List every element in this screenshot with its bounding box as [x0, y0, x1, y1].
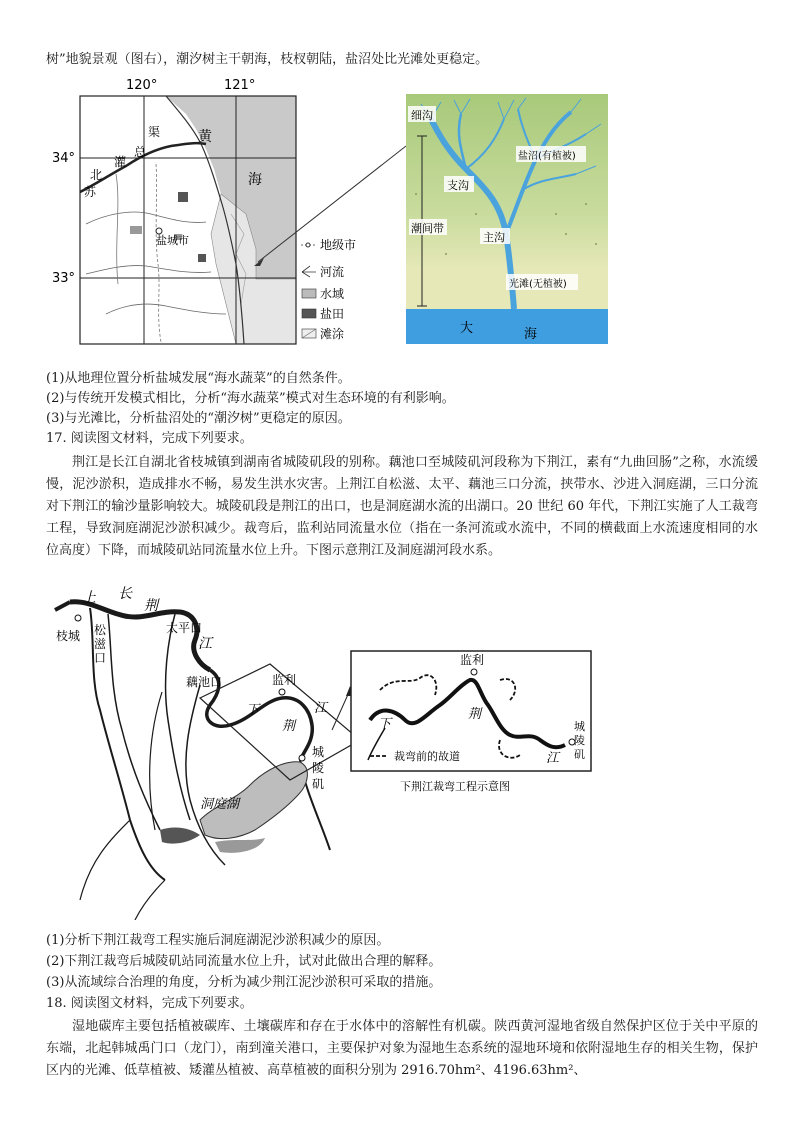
cutoff-inset — [350, 650, 600, 798]
inset-xia: 下 — [378, 717, 392, 732]
label-xia: 下 — [246, 703, 260, 718]
label-zong: 总 — [134, 145, 147, 159]
tidal-tree-svg — [406, 94, 608, 344]
salt-field — [178, 192, 188, 202]
legend-salt: 盐田 — [320, 307, 345, 321]
lon-121: 121° — [224, 78, 256, 93]
top-text-line: 树”地貌景观（图右），潮汐树主干朝海，枝杈朝陆，盐沼处比光滩处更稳定。 — [46, 52, 489, 67]
legend-city: 地级市 — [320, 238, 357, 252]
legend-flat: 滩涂 — [320, 327, 345, 341]
label-song: 松 — [94, 623, 107, 637]
inset-jianli: 监利 — [460, 653, 485, 667]
label-taiping: 太平口 — [166, 621, 203, 635]
yancheng-map-svg — [46, 74, 406, 346]
label-jiang: 江 — [198, 636, 212, 652]
label-zhugou: 主沟 — [483, 231, 505, 244]
q17-item-2: (2)下荆江裁弯后城陵矶站同流量水位上升，试对此做出合理的解释。 — [46, 954, 442, 969]
lat-33: 33° — [52, 271, 76, 286]
q17-item-1: (1)分析下荆江裁弯工程实施后洞庭湖泥沙淤积减少的原因。 — [46, 933, 390, 948]
label-jianli: 监利 — [272, 673, 297, 687]
label-cheng: 城 — [312, 745, 325, 759]
q18-heading: 18. 阅读图文材料，完成下列要求。 — [46, 996, 253, 1011]
legend-river: 河流 — [320, 265, 345, 279]
lat-34: 34° — [52, 151, 76, 166]
label-jing2: 荆 — [282, 719, 296, 734]
label-huang: 黄 — [198, 129, 212, 145]
inset-ji: 矶 — [574, 748, 585, 761]
zhicheng-dot — [75, 615, 81, 621]
label-jiang2: 江 — [314, 701, 328, 716]
label-chang: 长 — [118, 586, 132, 602]
inset-ling: 陵 — [574, 734, 585, 747]
jingjiang-lower — [207, 670, 313, 760]
inset-caption: 下荆江裁弯工程示意图 — [400, 780, 510, 793]
cutoff-inset-svg — [350, 650, 600, 798]
label-ouchi: 藕池口 — [186, 675, 223, 689]
label-su: 苏 — [84, 185, 97, 199]
label-yanzhao: 盐沼(有植被) — [518, 151, 576, 162]
inset-jing: 荆 — [468, 707, 482, 722]
label-zhicheng: 枝城 — [56, 629, 81, 643]
q17-item-3: (3)从流域综合治理的角度，分析为减少荆江泥沙淤积可采取的措施。 — [46, 975, 442, 990]
q16-item-2: (2)与传统开发模式相比，分析“海水蔬菜”模式对生态环境的有利影响。 — [46, 391, 455, 406]
q17-heading: 17. 阅读图文材料，完成下列要求。 — [46, 431, 253, 446]
label-dongting: 洞庭湖 — [200, 797, 240, 812]
lon-120: 120° — [126, 78, 158, 93]
label-kou: 口 — [94, 651, 107, 665]
sea-band — [406, 309, 608, 344]
label-qu: 渠 — [148, 125, 161, 139]
q16-item-3: (3)与光滩比，分析盐沼处的“潮汐树”更稳定的原因。 — [46, 411, 351, 426]
label-hai-sea: 海 — [524, 327, 538, 342]
label-shang: 上 — [82, 590, 96, 606]
label-xigou: 细沟 — [411, 109, 433, 122]
label-guan: 灌 — [114, 155, 127, 169]
yancheng-map — [46, 74, 406, 346]
label-hai: 海 — [248, 172, 262, 188]
q16-item-1: (1)从地理位置分析盐城发展“海水蔬菜”的自然条件。 — [46, 371, 351, 386]
label-bei: 北 — [90, 168, 103, 182]
label-zi: 滋 — [94, 637, 107, 651]
q18-paragraph: 湿地碳库主要包括植被碳库、土壤碳库和存在于水体中的溶解性有机碳。陕西黄河湿地省级自然保护区位于关中平原的东端，北起韩城禹门口（龙门），南到潼关港口，主要保护对象为湿地生态系统的湿地环境和依附湿地生存的相关生物，保护区内的光滩、低草植被、矮灌丛植被、高草植被的面积分别为 2916.70hm²、4196.63hm²、 — [46, 1019, 758, 1078]
label-ling: 陵 — [312, 761, 325, 775]
q17-paragraph: 荆江是长江自湖北省枝城镇到湖南省城陵矶段的别称。藕池口至城陵矶河段称为下荆江，素有“九曲回肠”之称，水流缓慢，泥沙淤积，造成排水不畅，易发生洪水灾害。上荆江自松滋、太平、藕池三口分流，挟带水、沙进入洞庭湖，三口分流对下荆江的输沙量影响较大。城陵矶段是荆江的出口，也是洞庭湖水流的出湖口。20 世纪 60 年代，下荆江实施了人工裁弯工程，导致洞庭湖泥沙淤积减少。裁弯后，监利站同流量水位（指在一条河流或水流中，不同的横截面上水流速度相同的水位高度）下降，而城陵矶站同流量水位上升。下图示意荆江及洞庭湖河段水系。 — [46, 455, 758, 558]
label-guangtan: 光滩(无植被) — [509, 279, 567, 290]
legend-water: 水域 — [320, 287, 345, 301]
inset-cheng: 城 — [574, 720, 585, 733]
tidal-tree-diagram — [406, 94, 608, 344]
label-zhigou: 支沟 — [447, 179, 469, 192]
label-yancheng: 盐城市 — [156, 234, 189, 247]
label-jing: 荆 — [144, 598, 158, 614]
label-chaojiandai: 潮间带 — [411, 222, 444, 235]
label-ji: 矶 — [312, 777, 325, 791]
inset-legend: 裁弯前的故道 — [394, 750, 460, 763]
inset-jiang: 江 — [546, 751, 560, 766]
label-da: 大 — [460, 321, 474, 336]
